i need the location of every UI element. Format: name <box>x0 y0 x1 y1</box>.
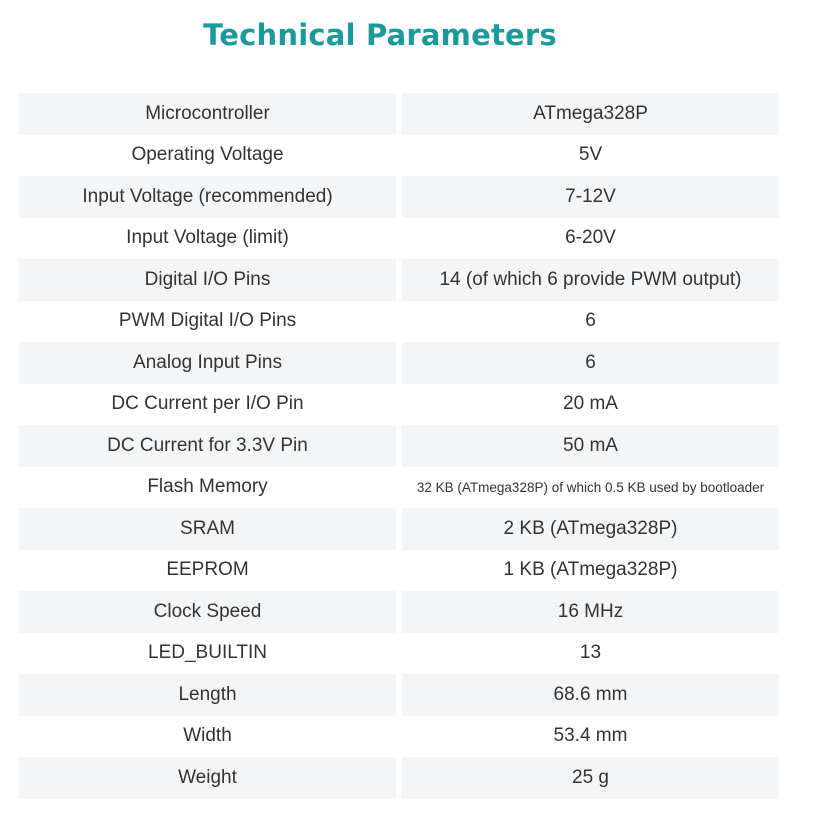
table-row <box>19 301 779 343</box>
parameter-name: Width <box>183 725 232 747</box>
parameter-value: 13 <box>579 642 602 664</box>
parameter-name: Length <box>19 674 396 716</box>
table-row <box>19 674 779 716</box>
parameter-value: 7-12V <box>402 176 779 218</box>
table-row <box>19 633 779 675</box>
parameter-value: 53.4 mm <box>553 725 628 747</box>
table-row <box>19 425 779 467</box>
parameter-name: EEPROM <box>166 559 249 581</box>
table-row <box>19 467 779 509</box>
table-row <box>19 342 779 384</box>
parameter-value: 20 mA <box>563 393 618 415</box>
table-row <box>19 384 779 426</box>
parameter-name: Analog Input Pins <box>19 342 396 384</box>
parameter-value: 50 mA <box>402 425 779 467</box>
parameter-name: Flash Memory <box>147 476 268 498</box>
table-row <box>19 218 779 260</box>
parameter-name: PWM Digital I/O Pins <box>118 310 297 332</box>
table-row <box>19 757 779 799</box>
parameter-name: Microcontroller <box>19 93 396 135</box>
table-row <box>19 176 779 218</box>
parameters-table <box>19 93 779 799</box>
parameter-value: 1 KB (ATmega328P) <box>503 559 678 581</box>
table-row <box>19 135 779 177</box>
table-row <box>19 508 779 550</box>
parameter-value: 2 KB (ATmega328P) <box>402 508 779 550</box>
parameter-name: DC Current per I/O Pin <box>111 393 304 415</box>
table-row <box>19 93 779 135</box>
parameter-value: ATmega328P <box>402 93 779 135</box>
table-row <box>19 716 779 758</box>
page-title: Technical Parameters <box>203 18 557 52</box>
parameter-name: Digital I/O Pins <box>19 259 396 301</box>
parameter-name: Operating Voltage <box>131 144 284 166</box>
parameter-value: 16 MHz <box>402 591 779 633</box>
parameter-name: LED_BUILTIN <box>148 642 267 664</box>
parameter-name: DC Current for 3.3V Pin <box>19 425 396 467</box>
parameter-value: 6 <box>402 342 779 384</box>
parameter-name: Clock Speed <box>19 591 396 633</box>
parameter-name: Input Voltage (limit) <box>126 227 289 249</box>
table-row <box>19 259 779 301</box>
parameter-name: Input Voltage (recommended) <box>19 176 396 218</box>
table-row <box>19 550 779 592</box>
parameter-name: SRAM <box>19 508 396 550</box>
parameter-value: 6 <box>585 310 596 332</box>
parameter-value: 5V <box>578 144 603 166</box>
parameter-value: 32 KB (ATmega328P) of which 0.5 KB used by bootloader <box>416 479 765 495</box>
parameter-value: 68.6 mm <box>402 674 779 716</box>
parameter-value: 6-20V <box>565 227 616 249</box>
parameter-value: 25 g <box>402 757 779 799</box>
parameter-value: 14 (of which 6 provide PWM output) <box>402 259 779 301</box>
parameter-name: Weight <box>19 757 396 799</box>
table-row <box>19 591 779 633</box>
